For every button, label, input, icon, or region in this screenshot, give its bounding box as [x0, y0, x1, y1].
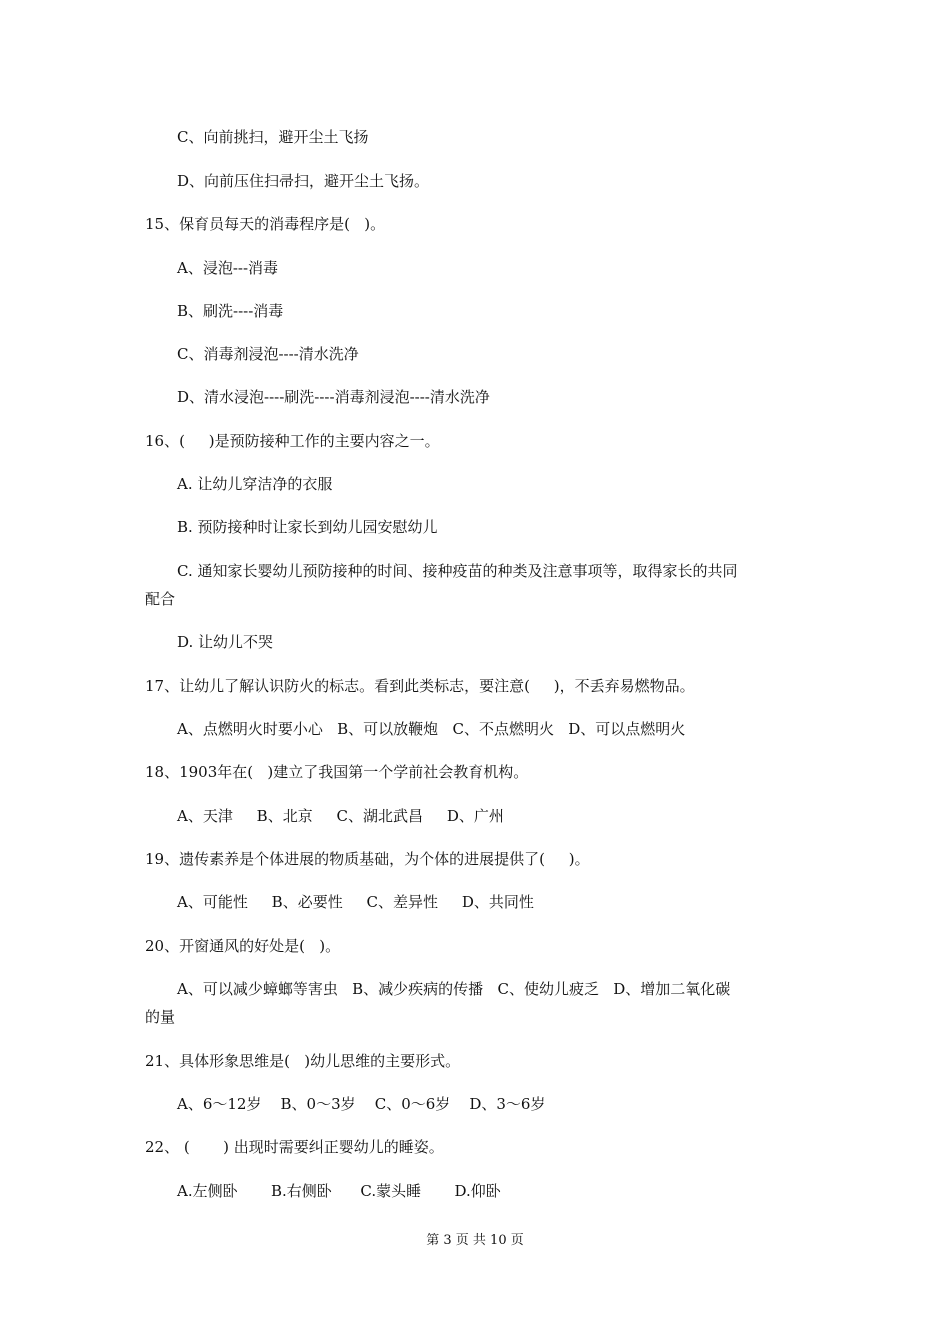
option-line: C、消毒剂浸泡----清水洗净	[177, 345, 359, 363]
option-line: D. 让幼儿不哭	[177, 633, 274, 651]
page-footer: 第 3 页 共 10 页	[426, 1233, 524, 1248]
option-continuation: 配合	[145, 590, 176, 608]
question-21: 21、具体形象思维是( )幼儿思维的主要形式。	[145, 1052, 461, 1070]
option-line: B. 预防接种时让家长到幼儿园安慰幼儿	[177, 518, 438, 536]
question-20: 20、开窗通风的好处是( )。	[145, 937, 341, 955]
question-22: 22、 ( ) 出现时需要纠正婴幼儿的睡姿。	[145, 1138, 444, 1156]
option-line: A、6～12岁 B、0～3岁 C、0～6岁 D、3～6岁	[177, 1095, 546, 1113]
option-continuation: 的量	[145, 1008, 176, 1026]
option-line: C、向前挑扫，避开尘土飞扬	[177, 128, 369, 146]
option-line: A、可能性 B、必要性 C、差异性 D、共同性	[177, 893, 534, 911]
option-line: D、向前压住扫帚扫，避开尘土飞扬。	[177, 172, 430, 190]
option-line: D、清水浸泡----刷洗----消毒剂浸泡----清水洗净	[177, 388, 490, 406]
option-line: A、天津 B、北京 C、湖北武昌 D、广州	[177, 807, 504, 825]
option-line: B、刷洗----消毒	[177, 302, 284, 320]
question-17: 17、让幼儿了解认识防火的标志。看到此类标志，要注意( )，不丢弃易燃物品。	[145, 677, 695, 695]
option-line: A. 让幼儿穿洁净的衣服	[177, 475, 333, 493]
option-line: A.左侧卧 B.右侧卧 C.蒙头睡 D.仰卧	[177, 1182, 501, 1200]
option-line: A、点燃明火时要小心 B、可以放鞭炮 C、不点燃明火 D、可以点燃明火	[177, 720, 686, 738]
option-line: C. 通知家长婴幼儿预防接种的时间、接种疫苗的种类及注意事项等，取得家长的共同	[177, 562, 738, 580]
question-15: 15、保育员每天的消毒程序是( )。	[145, 215, 386, 233]
option-line: A、浸泡---消毒	[177, 259, 279, 277]
option-line: A、可以减少蟑螂等害虫 B、减少疾病的传播 C、使幼儿疲乏 D、增加二氧化碳	[177, 980, 731, 998]
question-18: 18、1903年在( )建立了我国第一个学前社会教育机构。	[145, 763, 529, 781]
question-19: 19、遗传素养是个体进展的物质基础，为个体的进展提供了( )。	[145, 850, 590, 868]
question-16: 16、( )是预防接种工作的主要内容之一。	[145, 432, 440, 450]
